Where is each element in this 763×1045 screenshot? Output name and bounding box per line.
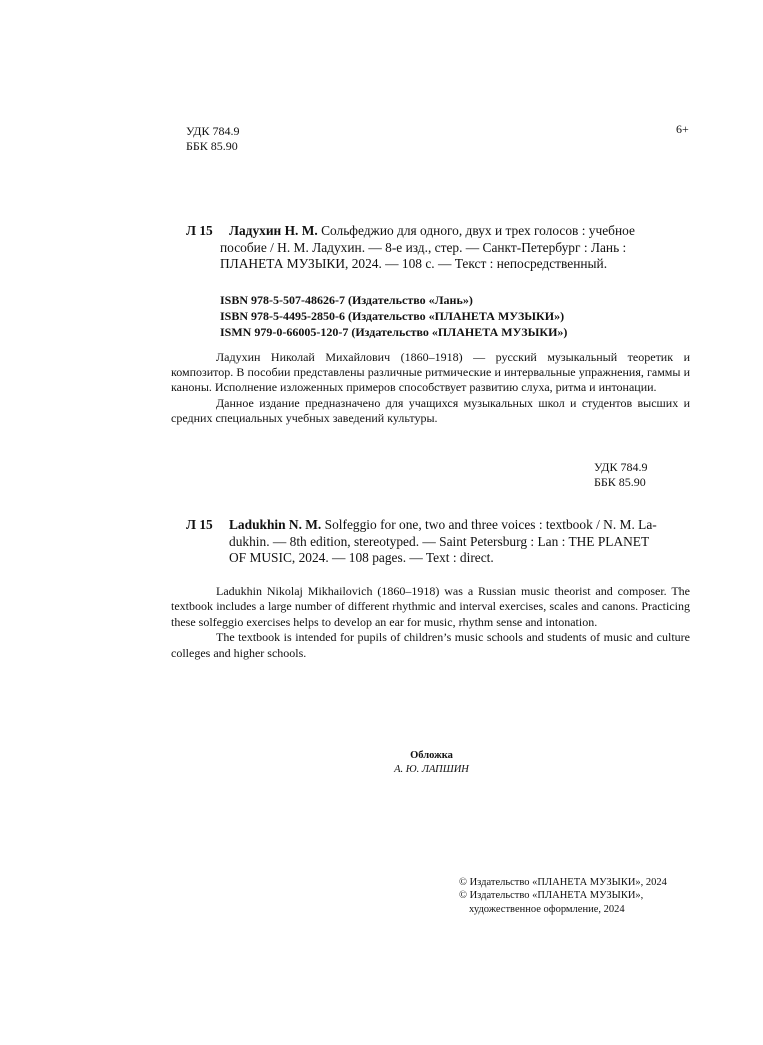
age-rating: 6+ [676,122,689,136]
cover-credit-role: Обложка [410,750,453,761]
ru-abstract-p2: Данное издание предназначено для учащихся музыкальных школ и студентов высших и средних специальных учебных заведений культуры. [171,395,690,425]
en-code: Л 15 [186,517,213,532]
en-author: Ladukhin N. M. [229,517,322,532]
isbn-lan: ISBN 978-5-507-48626-7 (Издательство «Лань») [220,293,473,307]
copyright-line1: © Издательство «ПЛАНЕТА МУЗЫКИ», 2024 [459,877,667,888]
ru-abstract [171,350,690,426]
en-citation-line2: dukhin. — 8th edition, stereotyped. — Saint Petersburg : Lan : THE PLANET [229,533,650,549]
en-abstract-p1: Ladukhin Nikolaj Mikhailovich (1860–1918) was a Russian music theorist and composer. The textbook includes a large number of different rhythmic and interval exercises, scales and canons. Practicing these solfeggio exercises helps to develop an ear for music, rhythm sense and intonation. [171,584,690,629]
identifiers [220,292,567,340]
ru-abstract-p1: Ладухин Николай Михайлович (1860–1918) — русский музыкальный теоретик и композитор. В пособии представлены различные ритмические и интервальные упражнения, гаммы и каноны. Исполнение изложенных примеров способствует развитию слуха, ритма и интонации. [171,350,690,395]
ru-udk: УДК 784.9 [594,460,648,474]
cover-credit [0,749,763,777]
en-citation [186,517,683,567]
copyright-line2: © Издательство «ПЛАНЕТА МУЗЫКИ», [459,890,644,902]
ru-author: Ладухин Н. М. [229,223,318,238]
en-citation-line1: Solfeggio for one, two and three voices : textbook / N. M. La- [321,517,657,532]
ru-citation-line1: Сольфеджио для одного, двух и трех голосов : учебное [317,223,635,238]
isbn-planeta: ISBN 978-5-4495-2850-6 (Издательство «ПЛАНЕТА МУЗЫКИ») [220,309,565,323]
ru-citation-line3: ПЛАНЕТА МУЗЫКИ, 2024. — 108 с. — Текст : непосредственный. [220,256,608,271]
header-bbk: ББК 85.90 [186,139,238,153]
ru-code: Л 15 [186,223,213,238]
ismn-planeta: ISMN 979-0-66005-120-7 (Издательство «ПЛАНЕТА МУЗЫКИ») [220,325,568,339]
en-citation-line3: OF MUSIC, 2024. — 108 pages. — Text : direct. [229,550,494,565]
header-udk: УДК 784.9 [186,124,240,138]
en-abstract-p2: The textbook is intended for pupils of children’s music schools and students of music and culture colleges and higher schools. [171,630,690,660]
ru-citation [186,223,683,273]
copyright [459,876,667,916]
ru-bbk: ББК 85.90 [594,475,646,489]
cover-credit-name: А. Ю. ЛАПШИН [394,764,469,775]
copyright-line3: художественное оформление, 2024 [469,903,625,915]
ru-citation-line2: пособие / Н. М. Ладухин. — 8-е изд., стер. — Санкт-Петербург : Лань : [220,239,627,255]
en-abstract [171,584,690,661]
